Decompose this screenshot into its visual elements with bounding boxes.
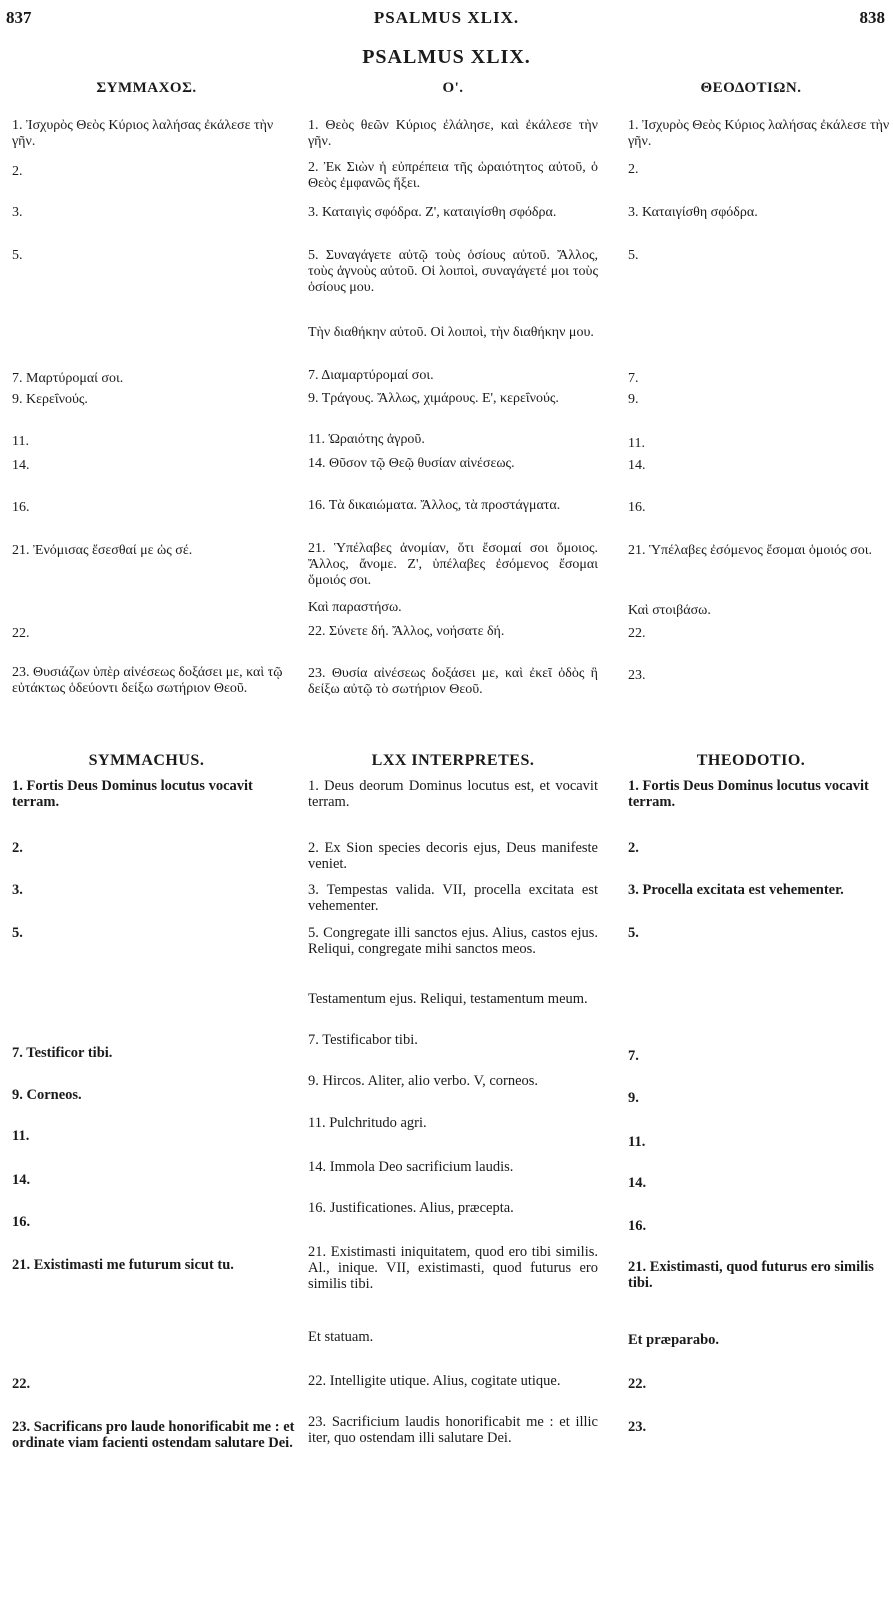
latin-col3-verse: 3. Procella excitata est vehementer. — [628, 882, 844, 898]
latin-col1-verse: 23. Sacrificans pro laude honorificabit me : et ordinate viam facienti ostendam salutare Dei. — [12, 1419, 295, 1451]
greek-col1-verse: 22. — [12, 626, 30, 641]
greek-col3-verse: 22. — [628, 626, 646, 641]
running-head-title: PSALMUS XLIX. — [373, 8, 520, 27]
theodotion-latin-header: THEODOTIO. — [696, 752, 806, 769]
latin-col2-verse: 1. Deus deorum Dominus locutus est, et vocavit terram. — [308, 778, 598, 810]
greek-col2-verse: 23. Θυσία αἰνέσεως δοξάσει με, καὶ ἐκεῖ ὁδὸς ἣ δείξω αὐτῷ τὸ σωτήριον Θεοῦ. — [308, 666, 598, 697]
greek-col3-verse: 23. — [628, 668, 646, 683]
greek-col1-verse: 9. Κερεΐνούς. — [12, 392, 88, 407]
theodotion-greek-header: ΘΕΟΔΟΤΙΩΝ. — [700, 80, 802, 96]
latin-col2-verse: 7. Testificabor tibi. — [308, 1032, 418, 1048]
latin-col1-verse: 2. — [12, 840, 23, 856]
latin-col1-verse: 7. Testificor tibi. — [12, 1045, 113, 1061]
latin-col2-verse: 14. Immola Deo sacrificium laudis. — [308, 1159, 514, 1175]
page-title: PSALMUS XLIX. — [362, 46, 531, 68]
latin-col3-verse: 23. — [628, 1419, 647, 1435]
latin-col3-verse: 1. Fortis Deus Dominus locutus vocavit terram. — [628, 778, 869, 810]
latin-col1-verse: 11. — [12, 1128, 30, 1144]
latin-col3-verse: 22. — [628, 1376, 647, 1392]
latin-col2-verse: 21. Existimasti iniquitatem, quod ero tibi similis. Al., inique. VII, existimasti, quod futurus ero similis tibi. — [308, 1244, 598, 1292]
latin-col1-verse: 22. — [12, 1376, 31, 1392]
greek-col1-verse: 7. Μαρτύρομαί σοι. — [12, 371, 124, 386]
greek-col3-verse: 5. — [628, 248, 639, 263]
latin-col3-verse: 9. — [628, 1090, 639, 1106]
greek-col3-verse: 16. — [628, 500, 646, 515]
latin-col3-verse: 7. — [628, 1048, 639, 1064]
latin-col3-verse: 2. — [628, 840, 639, 856]
latin-col1-verse: 1. Fortis Deus Dominus locutus vocavit terram. — [12, 778, 253, 810]
latin-col2-verse: 5. Congregate illi sanctos ejus. Alius, castos ejus. Reliqui, congregate mihi sanctos meos. — [308, 925, 598, 957]
greek-col3-verse: 11. — [628, 436, 645, 451]
greek-col3-verse: 2. — [628, 162, 639, 177]
greek-col2-verse: 14. Θῦσον τῷ Θεῷ θυσίαν αἰνέσεως. — [308, 456, 515, 471]
greek-col2-verse: 2. Ἐκ Σιὼν ἡ εὐπρέπεια τῆς ὡραιότητος αὐτοῦ, ὁ Θεὸς ἐμφανῶς ἥξει. — [308, 160, 598, 191]
greek-col3-verse: 14. — [628, 458, 646, 473]
greek-col2-verse: 1. Θεὸς θεῶν Κύριος ἐλάλησε, καὶ ἐκάλεσε τὴν γῆν. — [308, 118, 598, 149]
septuagint-latin-header: LXX INTERPRETES. — [371, 752, 535, 769]
symmachus-greek-header: ΣΥΜΜΑΧΟΣ. — [96, 80, 197, 96]
symmachus-latin-header: SYMMACHUS. — [88, 752, 205, 769]
greek-col1-verse: 11. — [12, 434, 29, 449]
greek-col2-verse: 9. Τράγους. Ἄλλως, χιμάρους. Ε', κερεΐνούς. — [308, 391, 559, 406]
greek-col2-verse: Καὶ παραστήσω. — [308, 600, 402, 615]
greek-col1-verse: 14. — [12, 458, 30, 473]
latin-col1-verse: 3. — [12, 882, 23, 898]
latin-col2-verse: Et statuam. — [308, 1329, 374, 1345]
greek-col3-verse: 21. Ὑπέλαβες ἐσόμενος ἔσομαι ὁμοιός σοι. — [628, 543, 872, 558]
greek-col1-verse: 23. Θυσιάζων ὑπὲρ αἰνέσεως δοξάσει με, καὶ τῷ εὐτάκτως ὁδεύοντι δείξω σωτήριον Θεοῦ. — [12, 665, 283, 696]
greek-col3-verse: 3. Καταιγίσθη σφόδρα. — [628, 205, 758, 220]
latin-col3-verse: 16. — [628, 1218, 647, 1234]
greek-col2-verse: 5. Συναγάγετε αὐτῷ τοὺς ὁσίους αὐτοῦ. Ἄλλος, τοὺς ἁγνοὺς αὐτοῦ. Οἱ λοιποὶ, συναγάγετέ μοι τοὺς ὁσίους μου. — [308, 248, 598, 295]
greek-col3-verse: 9. — [628, 392, 639, 407]
latin-col2-verse: 2. Ex Sion species decoris ejus, Deus manifeste veniet. — [308, 840, 598, 872]
greek-col2-verse: 7. Διαμαρτύρομαί σοι. — [308, 368, 434, 383]
latin-col2-verse: 3. Tempestas valida. VII, procella excitata est vehementer. — [308, 882, 598, 914]
greek-col1-verse: 1. Ἰσχυρὸς Θεὸς Κύριος λαλήσας ἐκάλεσε τὴν γῆν. — [12, 118, 274, 149]
latin-col1-verse: 9. Corneos. — [12, 1087, 82, 1103]
latin-col2-verse: 16. Justificationes. Alius, præcepta. — [308, 1200, 514, 1216]
greek-col2-verse: 22. Σύνετε δή. Ἄλλος, νοήσατε δή. — [308, 624, 505, 639]
greek-col1-verse: 3. — [12, 205, 23, 220]
greek-col2-verse: 21. Ὑπέλαβες ἀνομίαν, ὅτι ἔσομαί σοι ὅμοιος. Ἄλλος, ἄνομε. Ζ', ὑπέλαβες ἐσόμενος ἔσομαι ὅμοιός σοι. — [308, 541, 598, 588]
latin-col3-verse: 14. — [628, 1175, 647, 1191]
latin-col1-verse: 5. — [12, 925, 23, 941]
latin-col3-verse: 5. — [628, 925, 639, 941]
greek-col1-verse: 2. — [12, 164, 23, 179]
greek-col3-verse: Καὶ στοιβάσω. — [628, 603, 711, 618]
greek-col3-verse: 1. Ἰσχυρὸς Θεὸς Κύριος λαλήσας ἐκάλεσε τὴν γῆν. — [628, 118, 890, 149]
latin-col2-verse: Testamentum ejus. Reliqui, testamentum meum. — [308, 991, 588, 1007]
septuagint-greek-header: Ο'. — [442, 80, 464, 96]
latin-col3-verse: Et præparabo. — [628, 1332, 720, 1348]
latin-col2-verse: 23. Sacrificium laudis honorificabit me : et illic iter, quo ostendam illi salutare Dei. — [308, 1414, 598, 1446]
greek-col1-verse: 5. — [12, 248, 23, 263]
latin-col2-verse: 9. Hircos. Aliter, alio verbo. V, corneos. — [308, 1073, 539, 1089]
latin-col2-verse: 22. Intelligite utique. Alius, cogitate utique. — [308, 1373, 561, 1389]
latin-col1-verse: 21. Existimasti me futurum sicut tu. — [12, 1257, 234, 1273]
latin-col3-verse: 11. — [628, 1134, 646, 1150]
greek-col2-verse: 11. Ὡραιότης ἀγροῦ. — [308, 432, 425, 447]
greek-col1-verse: 21. Ἐνόμισας ἔσεσθαί με ὡς σέ. — [12, 543, 193, 558]
page-number-left: 837 — [6, 8, 32, 27]
greek-col2-verse: 16. Τὰ δικαιώματα. Ἄλλος, τὰ προστάγματα. — [308, 498, 561, 513]
greek-col2-verse: Τὴν διαθήκην αὐτοῦ. Οἱ λοιποὶ, τὴν διαθήκην μου. — [308, 325, 594, 340]
greek-col3-verse: 7. — [628, 371, 639, 386]
greek-col1-verse: 16. — [12, 500, 30, 515]
latin-col2-verse: 11. Pulchritudo agri. — [308, 1115, 427, 1131]
latin-col3-verse: 21. Existimasti, quod futurus ero similis tibi. — [628, 1259, 874, 1291]
latin-col1-verse: 14. — [12, 1172, 31, 1188]
greek-col2-verse: 3. Καταιγὶς σφόδρα. Ζ', καταιγίσθη σφόδρα. — [308, 205, 557, 220]
page-number-right: 838 — [859, 8, 885, 27]
latin-col1-verse: 16. — [12, 1214, 31, 1230]
